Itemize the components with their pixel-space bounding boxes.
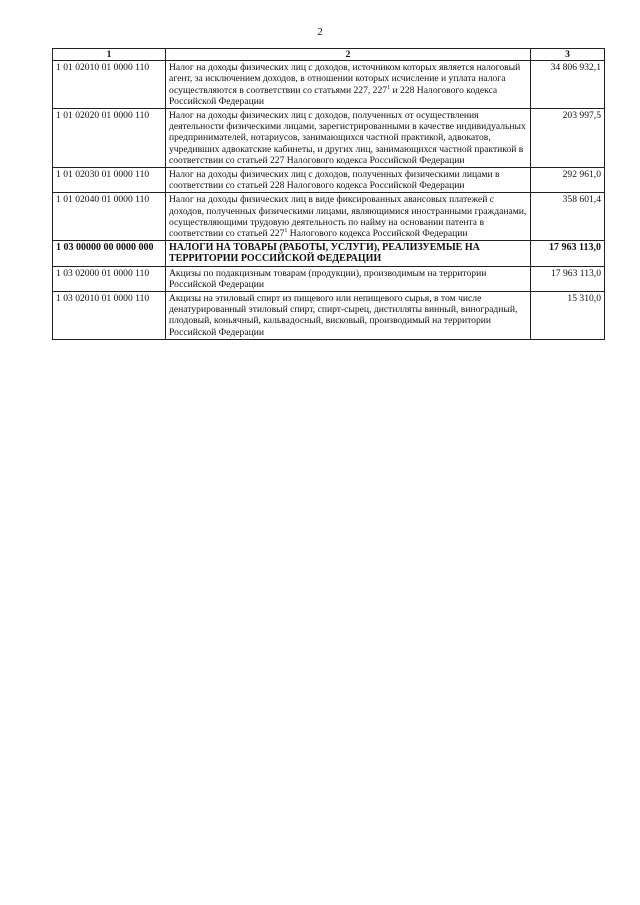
amount-cell: 17 963 113,0 [531,266,605,291]
revenue-table [52,48,605,340]
header-col-3: 3 [531,49,605,61]
table-row [53,61,605,109]
description-cell: Налог на доходы физических лиц в виде фиксированных авансовых платежей с доходов, полученных физическими лицами, являющимися иностранными гражданами, осуществляющими трудовую деятельность по найму на основании патента в соответствии со статьей $227^1$ Налогового кодекса Российской Федерации [166,193,531,241]
header-col-2: 2 [166,49,531,61]
amount-cell: 15 310,0 [531,292,605,340]
description-cell: Налог на доходы физических лиц с доходов, полученных от осуществления деятельности физическими лицами, зарегистрированными в качестве индивидуальных предпринимателей, нотариусов, занимающихся частной практикой, адвокатов, учредивших адвокатские кабинеты, и других лиц, занимающихся частной практикой в соответствии со статьей 227 Налогового кодекса Российской Федерации [166,109,531,168]
description-cell: Налог на доходы физических лиц с доходов, полученных физическими лицами в соответствии со статьей 228 Налогового кодекса Российской Федерации [166,168,531,193]
budget-code-cell: 1 01 02010 01 0000 110 [53,61,166,109]
amount-cell: 358 601,4 [531,193,605,241]
budget-code-cell: 1 03 02000 01 0000 110 [53,266,166,291]
table-row [53,193,605,241]
table-row [53,241,605,266]
table-row [53,168,605,193]
budget-code-cell: 1 03 02010 01 0000 110 [53,292,166,340]
amount-cell: 17 963 113,0 [531,241,605,266]
description-cell: Акцизы по подакцизным товарам (продукции), производимым на территории Российской Федерации [166,266,531,291]
budget-code-cell: 1 01 02030 01 0000 110 [53,168,166,193]
table-row [53,109,605,168]
amount-cell: 203 997,5 [531,109,605,168]
budget-code-cell: 1 01 02040 01 0000 110 [53,193,166,241]
description-cell: Акцизы на этиловый спирт из пищевого или непищевого сырья, в том числе денатурированный этиловый спирт, спирт-сырец, дистилляты винный, виноградный, плодовый, коньячный, кальвадосный, висковый, производимый на территории Российской Федерации [166,292,531,340]
description-cell: Налог на доходы физических лиц с доходов, источником которых является налоговый агент, за исключением доходов, в отношении которых исчисление и уплата налога осуществляются в соответствии со статьями 227, $227^1$ и 228 Налогового кодекса Российской Федерации [166,61,531,109]
amount-cell: 34 806 932,1 [531,61,605,109]
table-header-row [53,49,605,61]
page-number: 2 [317,26,323,38]
table-body [53,61,605,340]
amount-cell: 292 961,0 [531,168,605,193]
table-row [53,292,605,340]
table-row [53,266,605,291]
budget-code-cell: 1 01 02020 01 0000 110 [53,109,166,168]
header-col-1: 1 [53,49,166,61]
budget-code-cell: 1 03 00000 00 0000 000 [53,241,166,266]
description-cell: НАЛОГИ НА ТОВАРЫ (РАБОТЫ, УСЛУГИ), РЕАЛИЗУЕМЫЕ НА ТЕРРИТОРИИ РОССИЙСКОЙ ФЕДЕРАЦИИ [166,241,531,266]
